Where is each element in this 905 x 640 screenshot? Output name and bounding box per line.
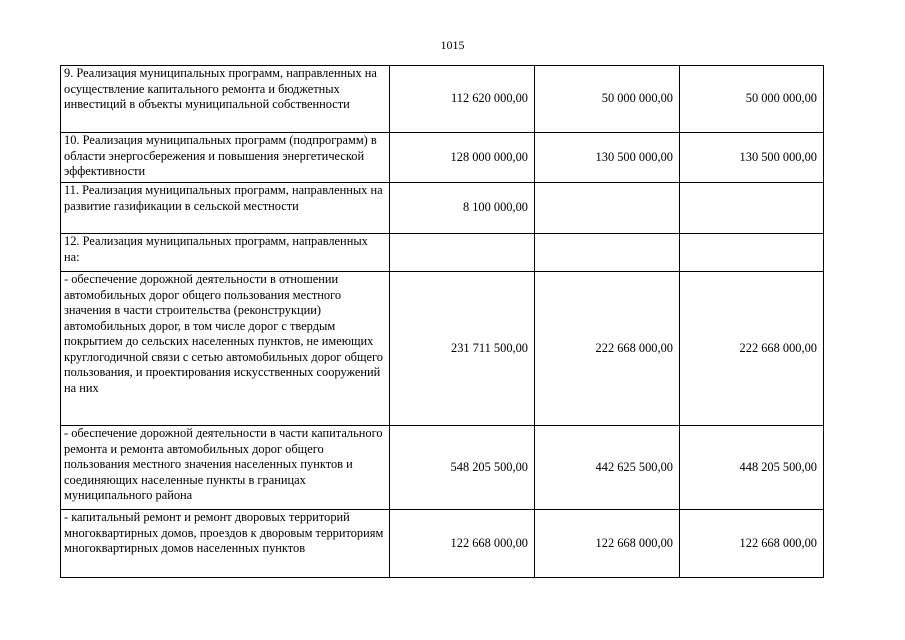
row-description: - обеспечение дорожной деятельности в части капитального ремонта и ремонта автомобильных дорог общего пользования местного значения населенных пунктов и соединяющих населенные пункты в границах муниципального района bbox=[61, 426, 390, 510]
row-value-1 bbox=[390, 234, 535, 272]
table-row bbox=[61, 426, 824, 510]
table-row bbox=[61, 66, 824, 133]
row-value-2: 50 000 000,00 bbox=[535, 66, 680, 133]
row-description: - капитальный ремонт и ремонт дворовых территорий многоквартирных домов, проездов к дворовым территориям многоквартирных домов населенных пунктов bbox=[61, 510, 390, 578]
row-value-3: 448 205 500,00 bbox=[680, 426, 824, 510]
row-value-3: 50 000 000,00 bbox=[680, 66, 824, 133]
row-value-1: 128 000 000,00 bbox=[390, 133, 535, 183]
row-value-2: 130 500 000,00 bbox=[535, 133, 680, 183]
row-value-1: 112 620 000,00 bbox=[390, 66, 535, 133]
row-description: 12. Реализация муниципальных программ, направленных на: bbox=[61, 234, 390, 272]
row-value-1: 231 711 500,00 bbox=[390, 272, 535, 426]
row-value-2 bbox=[535, 234, 680, 272]
table-row bbox=[61, 510, 824, 578]
row-value-2: 122 668 000,00 bbox=[535, 510, 680, 578]
row-value-3 bbox=[680, 183, 824, 234]
page-number: 1015 bbox=[440, 38, 465, 52]
row-value-3: 222 668 000,00 bbox=[680, 272, 824, 426]
table-row bbox=[61, 234, 824, 272]
row-description: 11. Реализация муниципальных программ, направленных на развитие газификации в сельской местности bbox=[61, 183, 390, 234]
table-row bbox=[61, 183, 824, 234]
row-value-2: 222 668 000,00 bbox=[535, 272, 680, 426]
row-value-3: 122 668 000,00 bbox=[680, 510, 824, 578]
row-description: 10. Реализация муниципальных программ (подпрограмм) в области энергосбережения и повышения энергетической эффективности bbox=[61, 133, 390, 183]
budget-table bbox=[60, 65, 824, 578]
row-value-2 bbox=[535, 183, 680, 234]
row-value-2: 442 625 500,00 bbox=[535, 426, 680, 510]
row-value-1: 8 100 000,00 bbox=[390, 183, 535, 234]
row-value-1: 548 205 500,00 bbox=[390, 426, 535, 510]
row-description: 9. Реализация муниципальных программ, направленных на осуществление капитального ремонта и бюджетных инвестиций в объекты муниципальной собственности bbox=[61, 66, 390, 133]
row-description: - обеспечение дорожной деятельности в отношении автомобильных дорог общего пользования местного значения в части строительства (реконструкции) автомобильных дорог, в том числе дорог с твердым покрытием до сельских населенных пунктов, не имеющих круглогодичной связи с сетью автомобильных дорог общего пользования, и проектирования искусственных сооружений на них bbox=[61, 272, 390, 426]
row-value-3 bbox=[680, 234, 824, 272]
row-value-1: 122 668 000,00 bbox=[390, 510, 535, 578]
row-value-3: 130 500 000,00 bbox=[680, 133, 824, 183]
table-row bbox=[61, 133, 824, 183]
table-row bbox=[61, 272, 824, 426]
